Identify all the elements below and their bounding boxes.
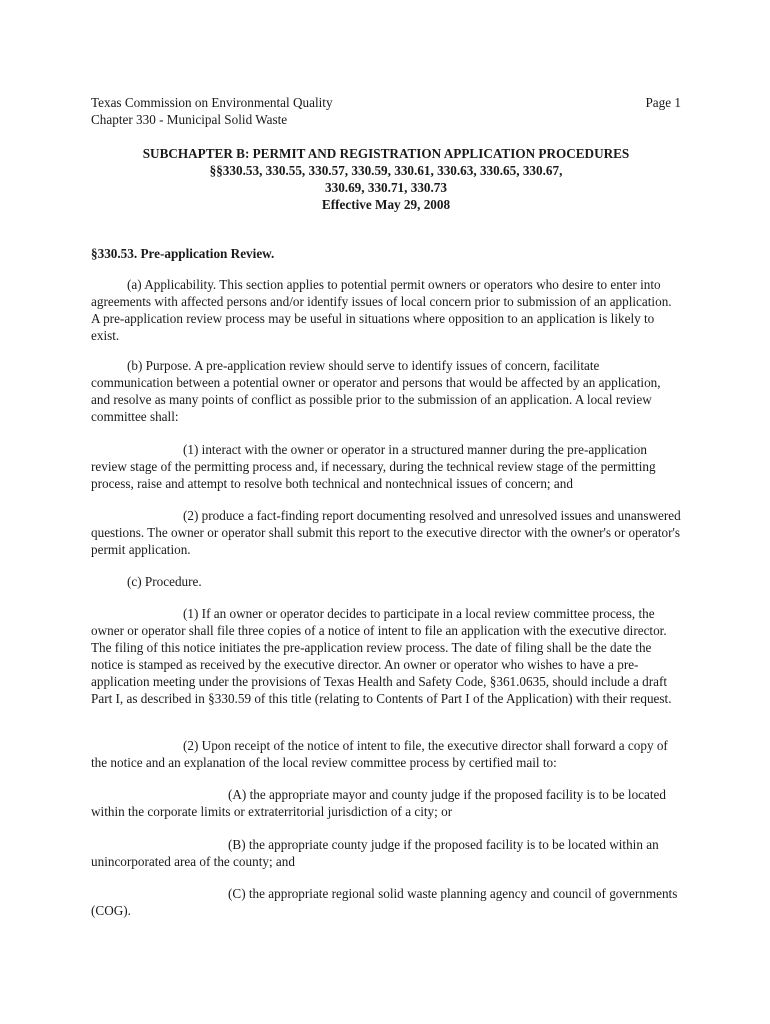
paragraph-c-1: (1) If an owner or operator decides to participate in a local review committee process, the owner or operator shall file three copies of a notice of intent to file an application with the executive director. The filing of this notice initiates the pre-application review process. The date of filing shall be the date the notice is stamped as received by the executive director. An owner or operator who wishes to have a pre-application meeting under the provisions of Texas Health and Safety Code, §361.0635, should include a draft Part I, as described in §330.59 of this title (relating to Contents of Part I of the Application) with their request. [91, 606, 672, 706]
page-number: Page 1 [645, 95, 681, 110]
section-heading: §330.53. Pre-application Review. [91, 246, 275, 261]
paragraph-c-2-b: (B) the appropriate county judge if the proposed facility is to be located within an unincorporated area of the county; and [91, 837, 659, 869]
paragraph-b-2: (2) produce a fact-finding report documenting resolved and unresolved issues and unanswered questions. The owner or operator shall submit this report to the executive director with the owner's or operator's permit application. [91, 508, 681, 557]
paragraph-c-2-a: (A) the appropriate mayor and county judge if the proposed facility is to be located within the corporate limits or extraterritorial jurisdiction of a city; or [91, 787, 666, 819]
title-line-4: Effective May 29, 2008 [321, 197, 451, 212]
paragraph-c-2-c: (C) the appropriate regional solid waste planning agency and council of governments (COG). [91, 886, 678, 918]
paragraph-b-1: (1) interact with the owner or operator in a structured manner during the pre-application review stage of the permitting process and, if necessary, during the technical review stage of the permitting process, raise and attempt to resolve both technical and nontechnical issues of concern; and [91, 442, 656, 491]
paragraph-b: (b) Purpose. A pre-application review should serve to identify issues of concern, facilitate communication between a potential owner or operator and persons that would be affected by an application, and resolve as many points of conflict as possible prior to the submission of an application. A local review committee shall: [91, 358, 661, 424]
paragraph-c: (c) Procedure. [127, 574, 202, 589]
title-line-2: §§330.53, 330.55, 330.57, 330.59, 330.61, 330.63, 330.65, 330.67, [209, 163, 563, 178]
title-line-1: SUBCHAPTER B: PERMIT AND REGISTRATION APPLICATION PROCEDURES [142, 146, 630, 161]
agency-name: Texas Commission on Environmental Quality [91, 95, 333, 110]
chapter-name: Chapter 330 - Municipal Solid Waste [91, 112, 288, 127]
subchapter-title [91, 145, 681, 213]
title-line-3: 330.69, 330.71, 330.73 [325, 180, 447, 195]
paragraph-c-2: (2) Upon receipt of the notice of intent to file, the executive director shall forward a copy of the notice and an explanation of the local review committee process by certified mail to: [91, 738, 668, 770]
page-header [91, 94, 681, 128]
paragraph-a: (a) Applicability. This section applies to potential permit owners or operators who desire to enter into agreements with affected persons and/or identify issues of local concern prior to submission of an application. A pre-application review process may be useful in situations where opposition to an application is likely to exist. [91, 277, 672, 343]
